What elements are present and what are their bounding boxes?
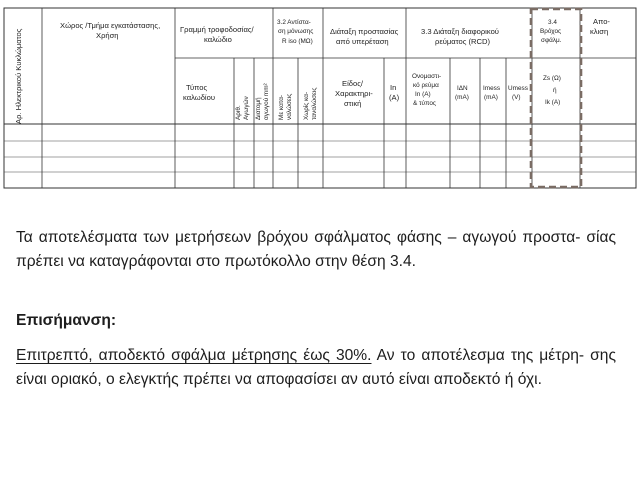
header-circuit-no: Αρ. Ηλεκτρικού Κυκλώματος xyxy=(14,28,23,124)
header-location-line2: Χρήση xyxy=(96,31,119,40)
header-zs: Zs (Ω) xyxy=(543,75,561,82)
header-insulation3: R iso (MΩ) xyxy=(282,38,313,45)
header-with-consumers2: ναλώσεις xyxy=(286,93,293,120)
tolerance-rest: Αν το αποτέλεσμα της μέτρη- σης είναι οριακό, ο ελεγκτής πρέπει να αποφασίσει αν αυτό είναι αποδεκτό ή όχι. xyxy=(16,347,616,388)
header-idn-unit: (mA) xyxy=(455,94,469,101)
header-idn: IΔN xyxy=(457,85,468,92)
header-device-type2: Χαρακτηρι- xyxy=(335,89,373,98)
header-nominal4: & τύπος xyxy=(413,100,437,107)
header-feed-line2: καλώδιο xyxy=(204,35,232,44)
highlight-frame-3-4 xyxy=(531,9,581,187)
note-heading: Επισήμανση: xyxy=(16,312,117,329)
paragraph-tolerance xyxy=(16,344,616,392)
header-result1: Απο- xyxy=(593,17,610,26)
header-device-type3: στική xyxy=(344,99,362,108)
tolerance-emphasis: Επιτρεπτό, αποδεκτό σφάλμα μέτρησης έως 30%. xyxy=(16,347,372,364)
header-insulation1: 3.2 Αντίστα- xyxy=(277,19,311,26)
header-umess: Umess xyxy=(508,85,528,92)
header-device-type1: Είδος/ xyxy=(342,79,363,88)
header-without-consumers1: Χωρίς κα- xyxy=(303,91,310,120)
paragraph-loop-results: Τα αποτελέσματα των μετρήσεων βρόχου σφάλματος φάσης – αγωγού προστα- σίας πρέπει να καταγράφονται στο πρωτόκολλο στην θέση 3.4. xyxy=(16,229,616,270)
header-zs-or: ή xyxy=(553,87,557,94)
header-cable-type1: Τύπος xyxy=(186,83,208,92)
header-rcd2: ρεύματος (RCD) xyxy=(435,37,491,46)
header-num-conductors1: Αριθ. xyxy=(235,105,242,120)
header-ik: Ik (A) xyxy=(545,99,561,106)
header-cable-type2: καλωδίου xyxy=(183,93,215,102)
header-in: In xyxy=(390,83,397,92)
header-loop2: Βρόχος xyxy=(540,28,562,35)
header-umess-unit: (V) xyxy=(512,94,521,101)
header-result2: κλιση xyxy=(590,27,609,36)
header-overcurrent2: από υπερέταση xyxy=(336,37,389,46)
header-nominal1: Ονομαστι- xyxy=(412,73,442,80)
header-without-consumers2: ταναλώσεις xyxy=(311,87,318,120)
header-rcd1: 3.3 Διάταξη διαφορικού xyxy=(421,27,499,36)
header-insulation2: ση μόνωσης xyxy=(278,28,314,35)
header-loop3: σφάλμ. xyxy=(541,37,562,44)
header-location-line1: Χώρος /Τμήμα εγκατάστασης, xyxy=(60,21,161,30)
header-num-conductors2: Αγωγών xyxy=(243,96,250,120)
header-nominal2: κό ρεύμα xyxy=(413,82,439,89)
header-loop1: 3.4 xyxy=(548,19,557,26)
header-with-consumers1: Με κατα- xyxy=(278,94,285,120)
header-in-unit: (A) xyxy=(389,93,400,102)
header-nominal3: In (A) xyxy=(415,91,431,98)
header-imess-unit: (mA) xyxy=(484,94,498,101)
header-imess: Imess xyxy=(483,85,501,92)
header-cross-section2: αγωγού mm² xyxy=(263,83,270,120)
header-feed-line1: Γραμμή τροφοδοσίας/ xyxy=(180,25,254,34)
header-cross-section1: Διατομή xyxy=(255,97,262,120)
header-overcurrent1: Διάταξη προστασίας xyxy=(330,27,399,36)
